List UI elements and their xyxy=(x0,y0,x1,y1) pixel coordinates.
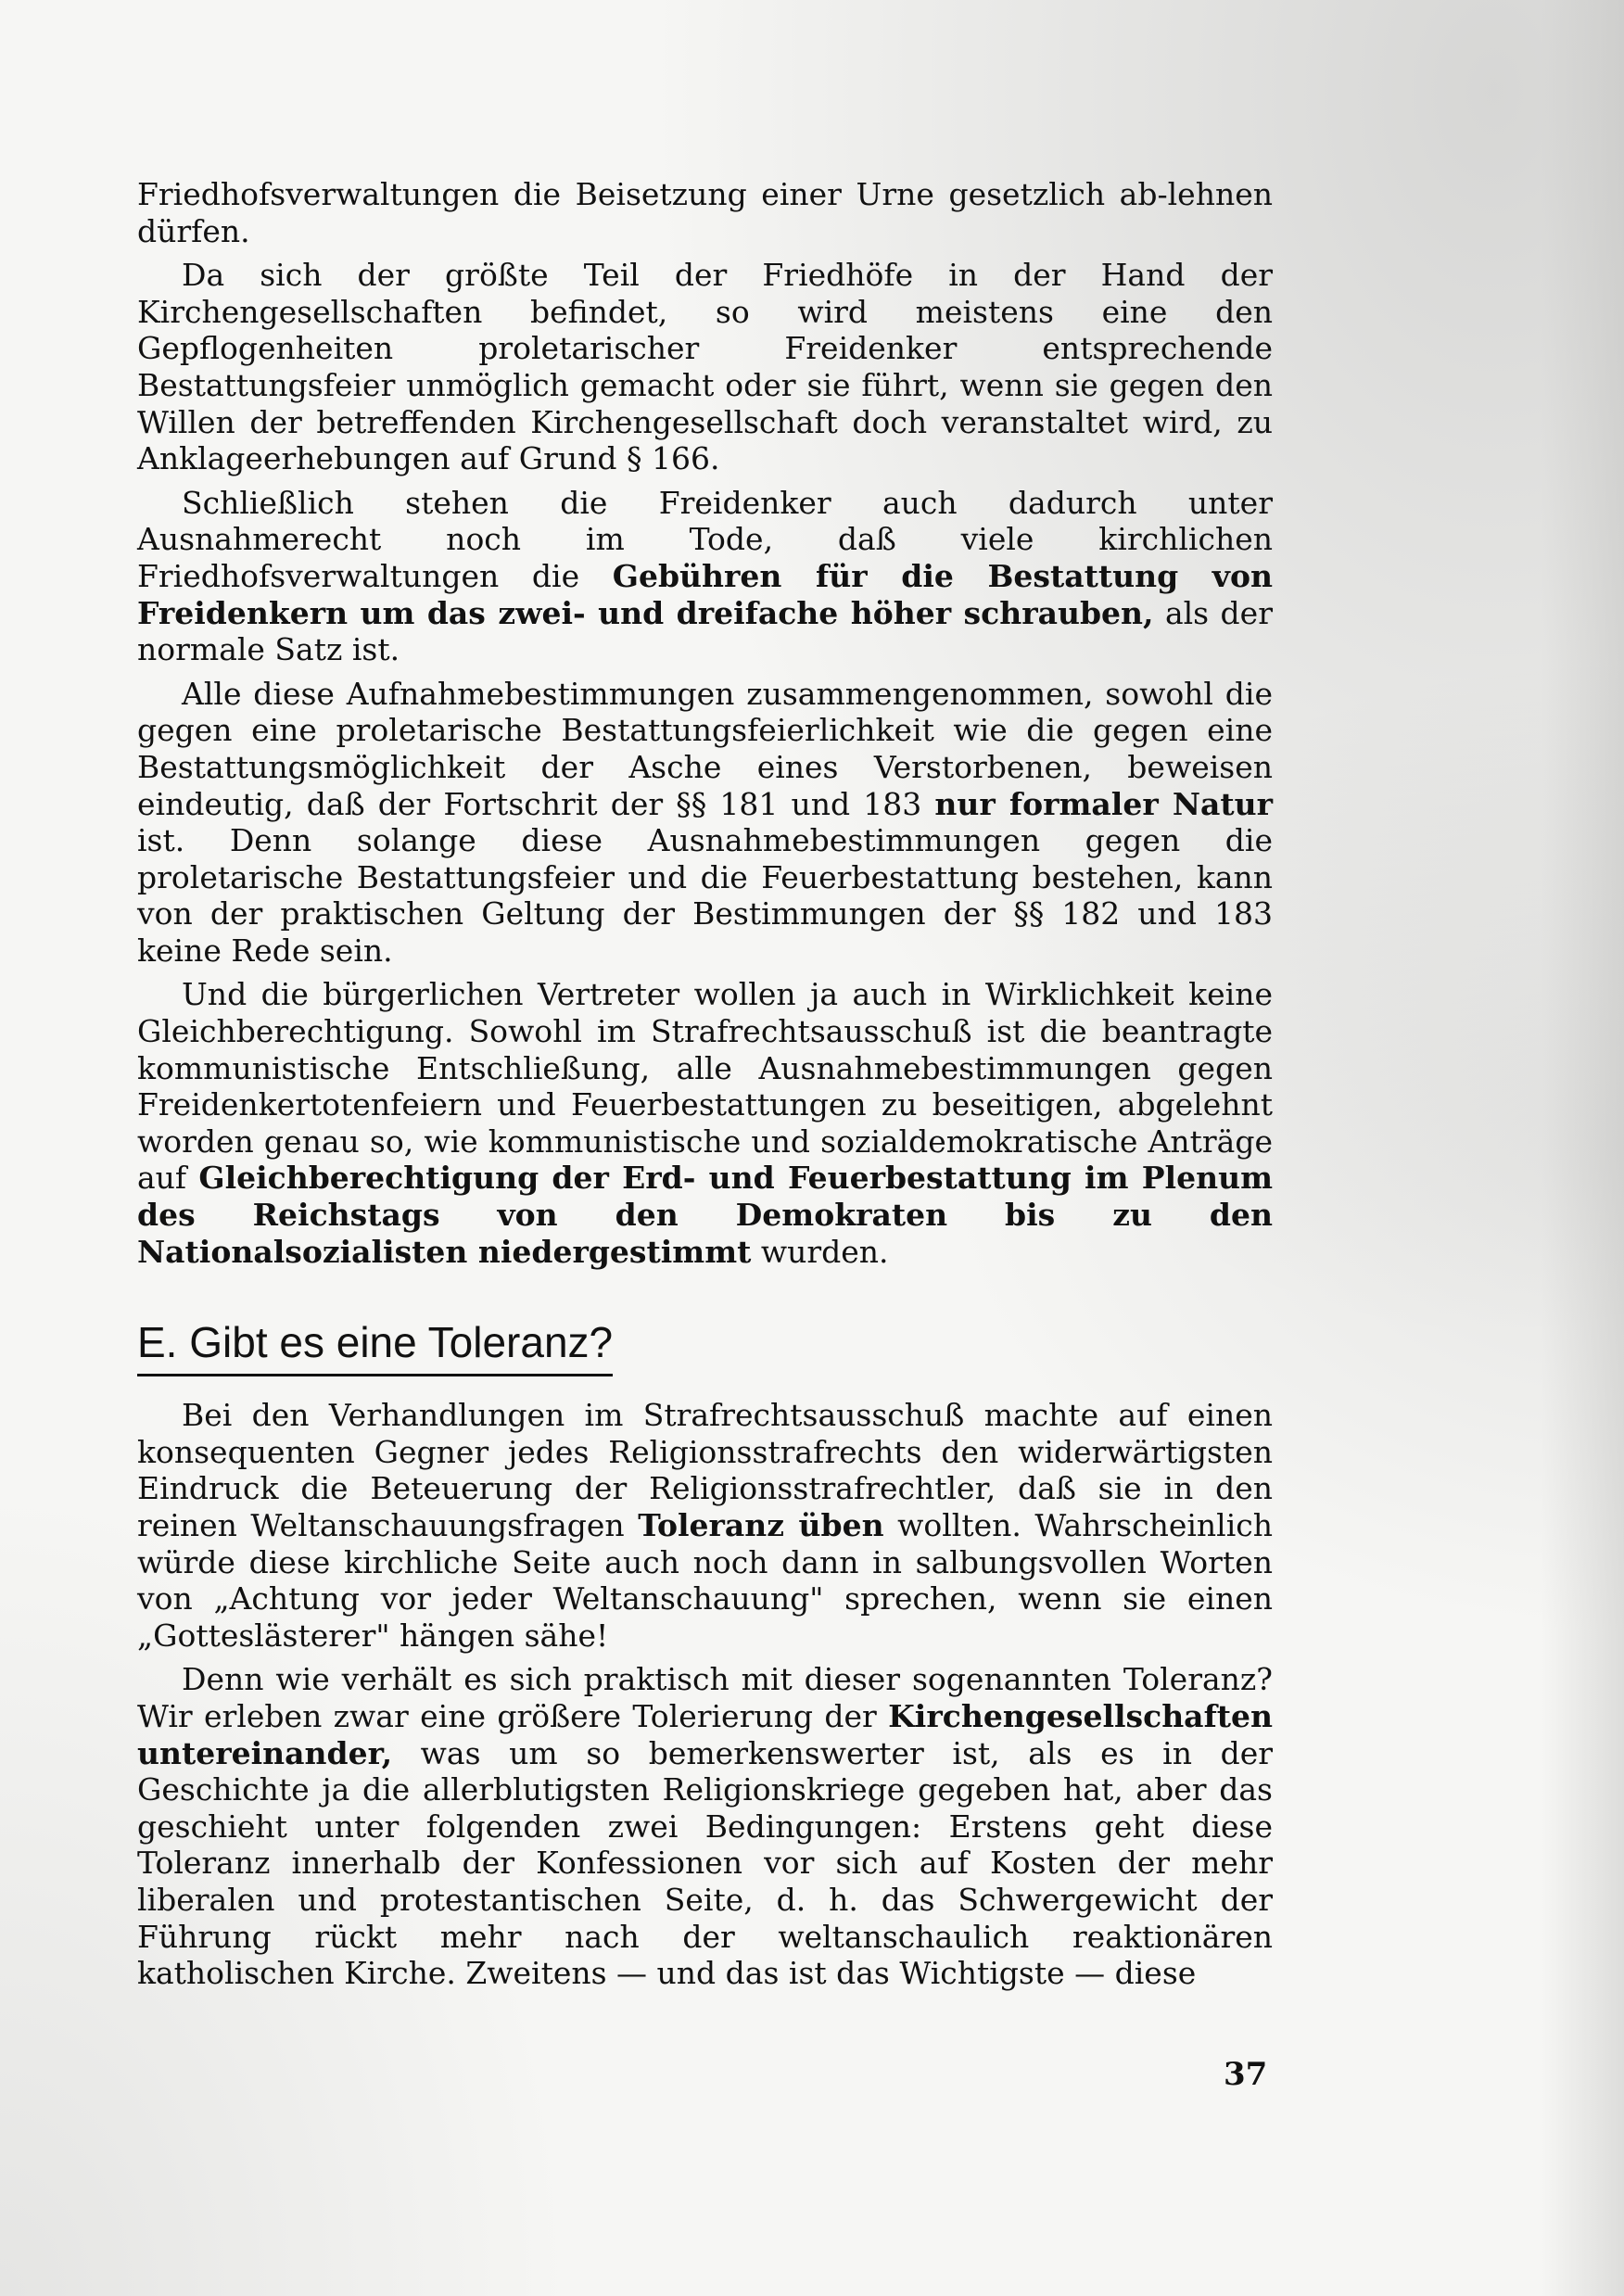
bold-text-segment: Kirchengesellschaften untereinander, xyxy=(137,1697,1273,1771)
section-body-text xyxy=(137,1397,1273,1992)
bold-text-segment: nur formaler Natur xyxy=(934,785,1273,822)
paragraph xyxy=(137,976,1273,1270)
text-segment: als der normale Satz ist. xyxy=(137,594,1273,668)
body-text-top xyxy=(137,176,1273,1270)
text-segment: Denn wie verhält es sich praktisch mit dieser sogenannten Toleranz? Wir erleben zwar eine größere Tolerierung der xyxy=(137,1661,1273,1734)
section-heading: E. Gibt es eine Toleranz? xyxy=(137,1314,613,1376)
text-segment: Da sich der größte Teil der Friedhöfe in der Hand der Kirchengesellschaften befindet, so wird meistens eine den Gepflogenheiten proletarischer Freidenker entsprechende Bestattungsfeier unmöglich xyxy=(137,257,1273,403)
paragraph xyxy=(137,1397,1273,1654)
page-number: 37 xyxy=(1224,2056,1268,2093)
text-segment: ist. Denn solange diese Ausnahmebestimmungen gegen die proletarische Bestattungsfeier und die Feuerbestattung bestehen, kann von der praktischen Geltung der Bestimmungen der §§ 182 und 183 keine Rede sein. xyxy=(137,822,1273,969)
text-segment: wurden. xyxy=(751,1233,889,1270)
text-segment: Bei den Verhandlungen im Strafrechtsausschuß machte auf einen konsequenten Gegner jedes Religionsstrafrechts den widerwärtigsten Eindruck die Beteuerung der Religionsstrafrechtler, daß sie in den reinen Weltanschauungsfragen xyxy=(137,1397,1273,1543)
text-segment: Alle diese Aufnahmebestimmungen zusammengenommen, sowohl die gegen eine proletarische Bestattungsfeierlichkeit wie die gegen eine Bestattungsmöglichkeit der Asche eines Verstorbenen, beweisen eindeutig, daß der Fortschrit der §§ 181 und 183 xyxy=(137,675,1273,822)
text-segment: was um so bemerkenswerter ist, als es in der Geschichte ja die allerblutigsten Religionskriege gegeben hat, aber das geschieht unter folgenden zwei Bedingungen: Erstens geht diese Toleranz innerhalb der Konfessionen vor sich auf Kosten der mehr liberalen und protestantischen Seite, d. h. das Schwergewicht der Führung rückt mehr nach der weltanschaulich reaktionären katholischen Kirche. Zweitens — und das ist das Wichtigste — diese xyxy=(137,1734,1273,1992)
bold-text-segment: Gebühren für die Bestattung von Freidenkern um das zwei- und dreifache höher schrauben, xyxy=(137,557,1273,631)
bold-text-segment: Gleichberechtigung der Erd- und Feuerbestattung im Plenum des Reichstags von den Demokraten bis zu den Nationalsozialisten niedergestimmt xyxy=(137,1160,1273,1270)
page-body xyxy=(137,176,1273,1992)
paragraph xyxy=(137,176,1273,249)
text-segment: Und die bürgerlichen Vertreter wollen ja auch in Wirklichkeit keine Gleichberechtigung. Sowohl im Strafrechtsausschuß ist die beantragte kommunistische Entschließung, alle Ausnahmebestimmungen gegen Freidenkertotenfeiern und Feuerbestattungen zu beseitigen, abgelehnt worden genau so, wie kommunistische und sozialdemokratische Anträge auf xyxy=(137,976,1273,1197)
text-segment: wollten. Wahrscheinlich würde diese kirchliche Seite auch noch dann in salbungsvollen Worten von „Achtung vor jeder Weltanschauung" sprechen, wenn sie einen „Gotteslästerer" hängen sähe! xyxy=(137,1507,1274,1654)
paragraph xyxy=(137,257,1273,477)
bold-text-segment: Toleranz üben xyxy=(638,1507,884,1543)
paragraph xyxy=(137,1661,1273,1991)
text-segment: Schließlich stehen die Freidenker auch dadurch unter Ausnahmerecht noch im Tode, daß viele kirchlichen Friedhofsverwaltungen die xyxy=(137,484,1273,594)
text-segment: Friedhofsverwaltungen die Beisetzung einer Urne gesetzlich ab-lehnen dürfen. xyxy=(137,176,1273,249)
paragraph xyxy=(137,485,1273,668)
text-segment: gemacht oder sie führt, wenn sie gegen den Willen der betreffenden Kirchengesellschaft doch veranstaltet wird, zu Anklageerhebungen auf Grund § 166. xyxy=(137,366,1273,477)
paragraph xyxy=(137,676,1273,970)
page-shadow-edge xyxy=(1541,0,1624,2296)
